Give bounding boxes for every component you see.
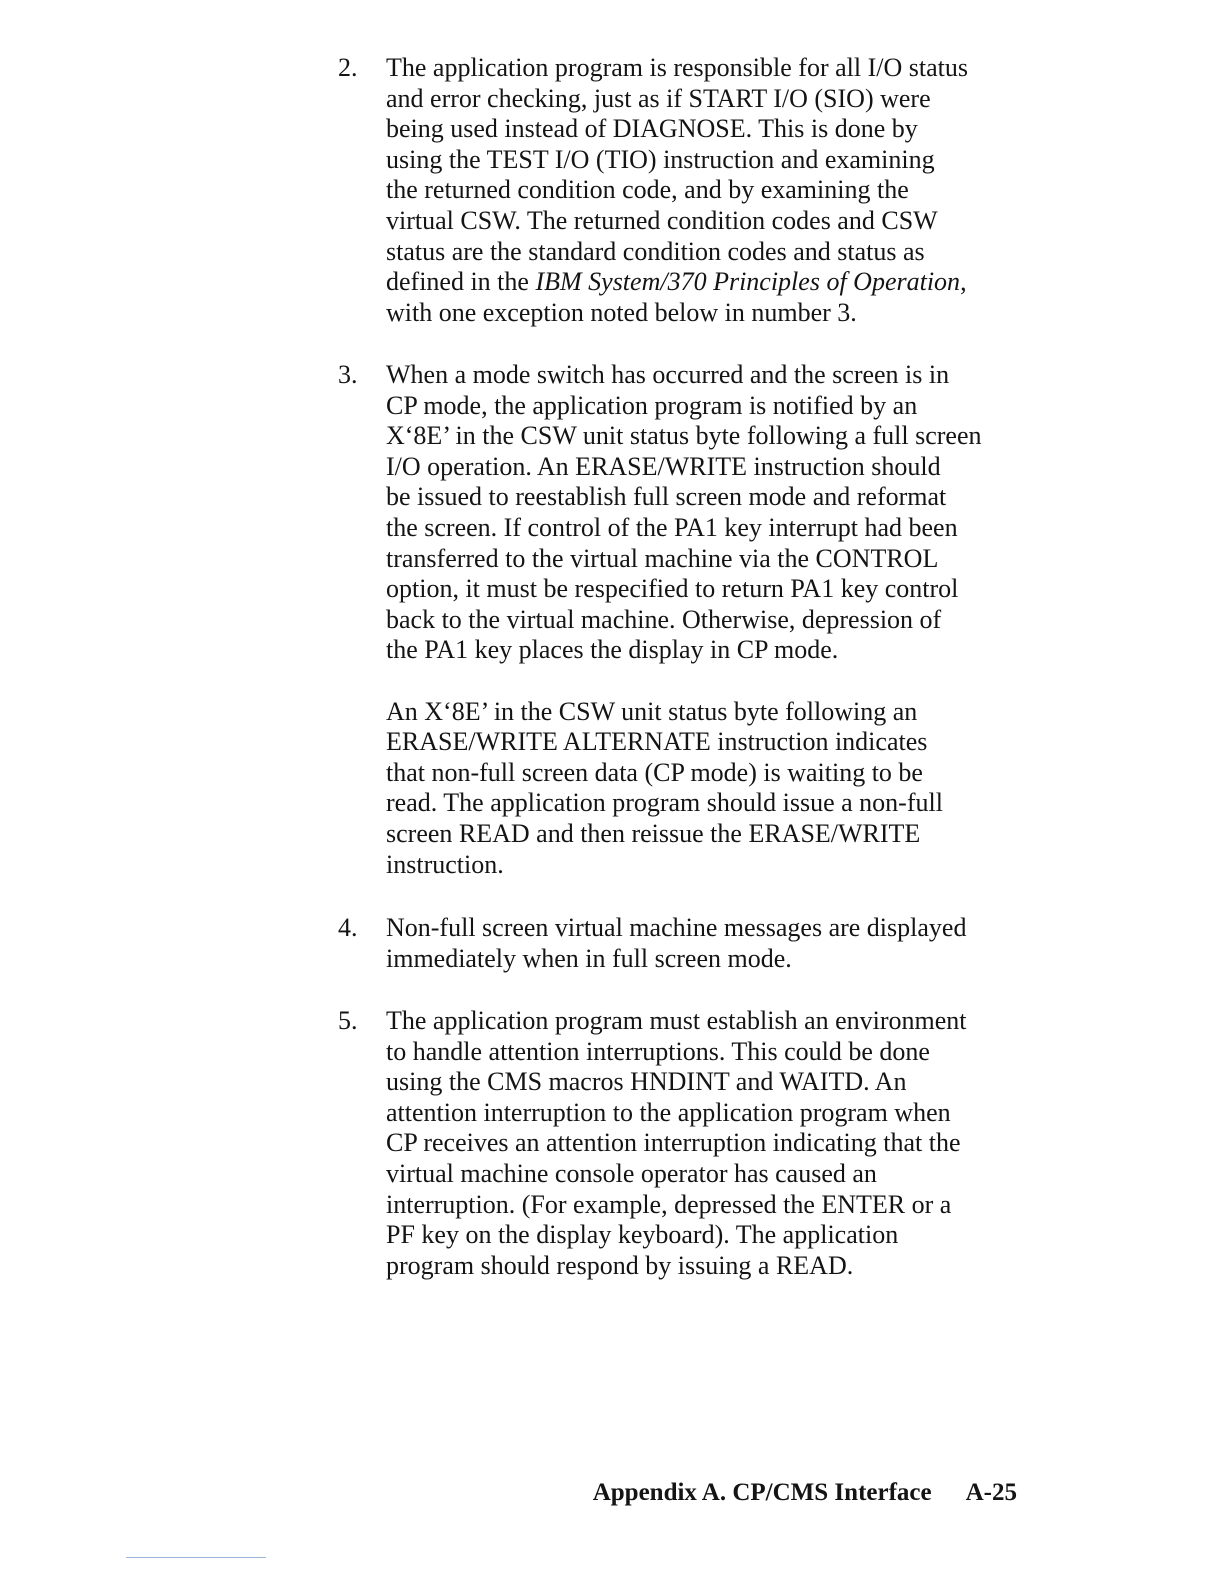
text-line: option, it must be respecified to return PA1 key control <box>386 574 959 604</box>
text-line: CP mode, the application program is notified by an <box>386 390 918 420</box>
text-line: to handle attention interruptions. This could be done <box>386 1036 930 1066</box>
text-line: using the TEST I/O (TIO) instruction and examining <box>386 144 935 174</box>
text-run: defined in the <box>386 267 536 297</box>
footer-section-title: Appendix A. CP/CMS Interface <box>592 1479 932 1506</box>
text-line: transferred to the virtual machine via the CONTROL <box>386 543 939 573</box>
text-line: program should respond by issuing a READ. <box>386 1250 854 1280</box>
text-line: virtual CSW. The returned condition codes and CSW <box>386 205 938 235</box>
text-line: Non-full screen virtual machine messages are displayed <box>386 913 967 942</box>
text-line: I/O operation. An ERASE/WRITE instruction should <box>386 451 941 481</box>
item-body <box>386 360 1038 880</box>
text-line: read. The application program should issue a non-full <box>386 788 943 818</box>
bottom-rule <box>126 1557 266 1558</box>
text-line: CP receives an attention interruption indicating that the <box>386 1128 961 1158</box>
text-line: ERASE/WRITE ALTERNATE instruction indicates <box>386 727 928 757</box>
item-body <box>386 53 1038 328</box>
item-number: 2. <box>338 53 358 82</box>
text-run: , <box>960 267 967 297</box>
item-body <box>386 913 1038 974</box>
text-line: and error checking, just as if START I/O (SIO) were <box>386 83 931 113</box>
text-line: the PA1 key places the display in CP mode. <box>386 635 839 665</box>
paragraph <box>386 1006 1038 1281</box>
item-number: 4. <box>338 913 358 942</box>
text-line: interruption. (For example, depressed the ENTER or a <box>386 1189 952 1219</box>
list-item-2 <box>338 53 1038 328</box>
book-title-italic: IBM System/370 Principles of Operation <box>535 267 961 297</box>
text-line: PF key on the display keyboard). The application <box>386 1220 899 1250</box>
text-line: be issued to reestablish full screen mode and reformat <box>386 482 947 512</box>
text-line: being used instead of DIAGNOSE. This is done by <box>386 114 918 144</box>
text-line: An X‘8E’ in the CSW unit status byte following an <box>386 696 918 726</box>
text-line: the screen. If control of the PA1 key interrupt had been <box>386 512 958 542</box>
page-number: A-25 <box>965 1479 1017 1506</box>
text-line: status are the standard condition codes and status as <box>386 236 925 266</box>
paragraph <box>386 913 1038 974</box>
text-line <box>386 267 1038 298</box>
list-item-4 <box>338 913 1038 974</box>
text-line: back to the virtual machine. Otherwise, depression of <box>386 604 942 634</box>
text-line: instruction. <box>386 849 504 879</box>
item-number: 5. <box>338 1006 358 1035</box>
text-line: immediately when in full screen mode. <box>386 943 792 973</box>
page-footer <box>593 1479 1017 1507</box>
text-line: virtual machine console operator has caused an <box>386 1158 877 1188</box>
text-line: The application program is responsible for all I/O status <box>386 53 968 82</box>
paragraph <box>386 360 1038 666</box>
list-item-5 <box>338 1006 1038 1281</box>
list-item-3 <box>338 360 1038 880</box>
text-line: attention interruption to the application program when <box>386 1097 951 1127</box>
paragraph <box>386 53 1038 328</box>
text-line: X‘8E’ in the CSW unit status byte following a full screen <box>386 421 982 451</box>
text-line: The application program must establish an environment <box>386 1006 967 1035</box>
paragraph <box>386 697 1038 881</box>
text-line: that non-full screen data (CP mode) is waiting to be <box>386 757 923 787</box>
text-line: with one exception noted below in number 3. <box>386 297 857 327</box>
item-body <box>386 1006 1038 1281</box>
item-number: 3. <box>338 360 358 389</box>
text-line: using the CMS macros HNDINT and WAITD. An <box>386 1067 907 1097</box>
text-line: When a mode switch has occurred and the screen is in <box>386 360 950 389</box>
text-line: the returned condition code, and by examining the <box>386 175 909 205</box>
text-line: screen READ and then reissue the ERASE/WRITE <box>386 818 921 848</box>
